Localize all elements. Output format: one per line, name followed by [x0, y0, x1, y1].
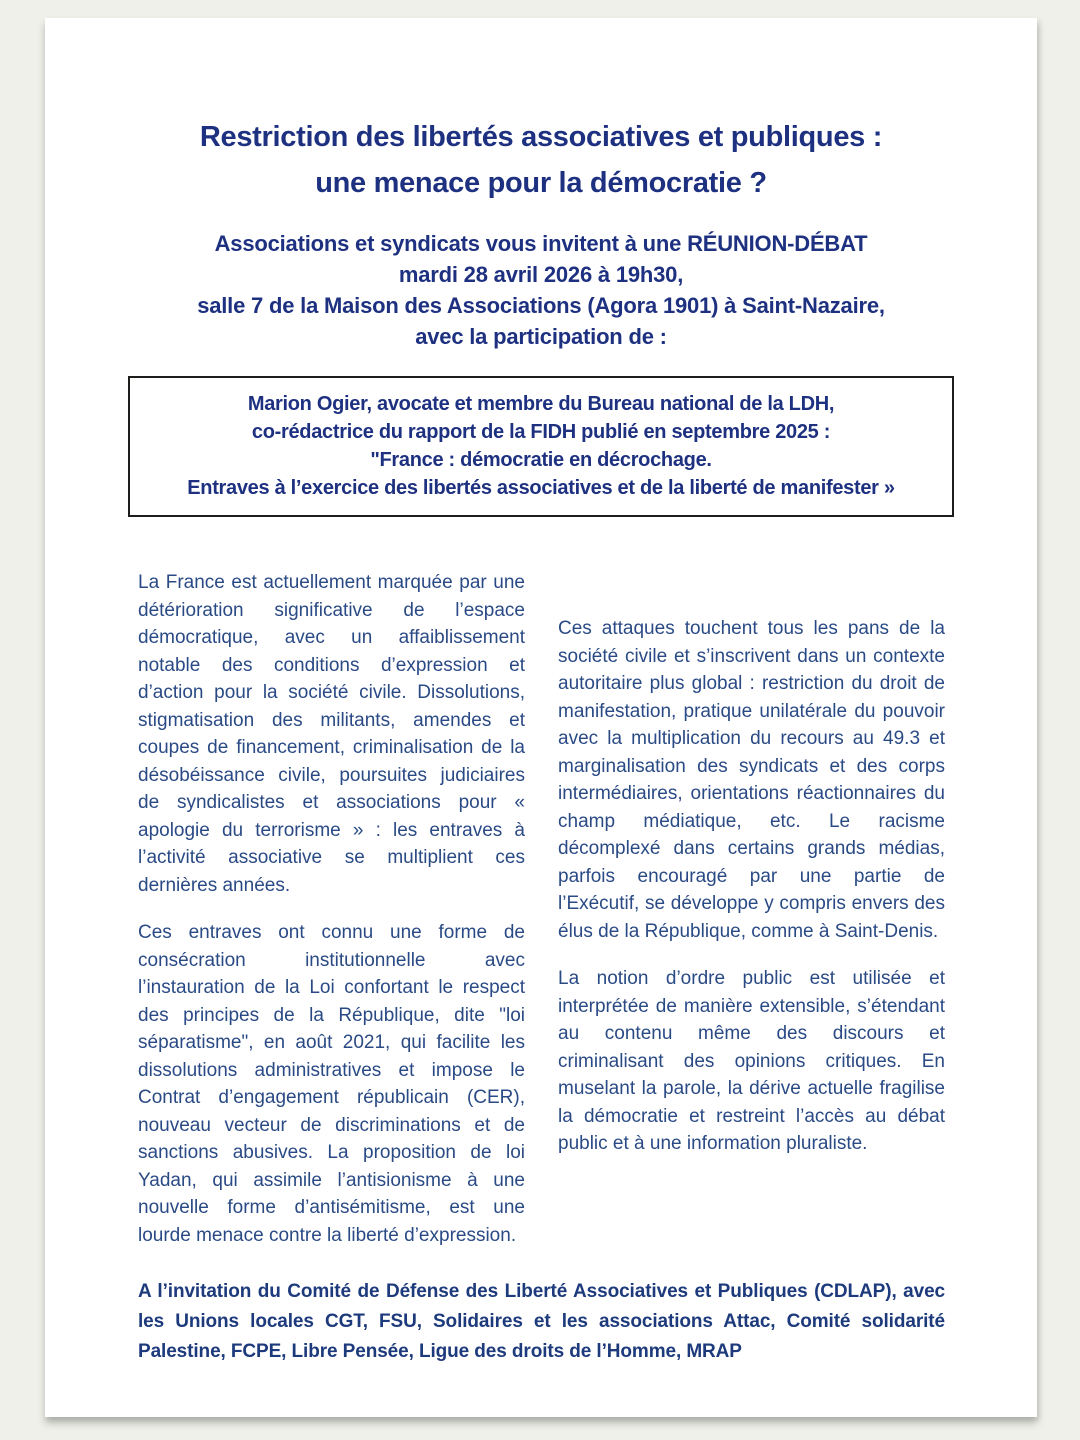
body-paragraph-right-2: La notion d’ordre public est utilisée et interprétée de manière extensible, s’étendant au contenu même des discours et criminalisant des opinions critiques. En muselant la parole, la dérive actuelle fragilise la démocratie et restreint l’accès au débat public et à une information pluraliste. [558, 968, 945, 1154]
body-paragraph-right-1: Ces attaques touchent tous les pans de la société civile et s’inscrivent dans un contexte autoritaire plus global : restriction du droit de manifestation, pratique unilatérale du pouvoir avec la multiplication du recours au 49.3 et marginalisation des syndicats et des corps intermédiaires, orientations réactionnaires du champ médiatique, etc. Le racisme décomplexé dans certains grands médias, parfois encouragé par une partie de l’Exécutif, se développe y compris envers des élus de la République, comme à Saint-Denis. [558, 618, 945, 942]
speaker-box-line-2: co-rédactrice du rapport de la FIDH publié en septembre 2025 : [251, 421, 831, 443]
invitation-line-2: mardi 28 avril 2026 à 19h30, [398, 262, 684, 287]
body-paragraph-left-1: La France est actuellement marquée par une détérioration significative de l’espace démocratique, avec un affaiblissement notable des conditions d’expression et d’action pour la société civile. Dissolutions, stigmatisation des militants, amendes et coupes de financement, criminalisation de la désobéissance civile, poursuites judiciaires de syndicalistes et associations pour « apologie du terrorisme » : les entraves à l’activité associative se multiplient ces dernières années. [138, 572, 525, 896]
invitation-block [75, 228, 1007, 352]
left-column [138, 569, 525, 1249]
speaker-box-line-1: Marion Ogier, avocate et membre du Bureau national de la LDH, [247, 393, 835, 415]
invitation-line-3: salle 7 de la Maison des Associations (Agora 1901) à Saint-Nazaire, [197, 293, 885, 318]
speaker-box-line-3: "France : démocratie en décrochage. [370, 449, 712, 471]
body-paragraph-left-2: Ces entraves ont connu une forme de consécration institutionnelle avec l’instauration de la Loi confortant le respect des principes de la République, dite "loi séparatisme", en août 2021, qui facilite les dissolutions administratives et impose le Contrat d’engagement républicain (CER), nouveau vecteur de discriminations et de sanctions abusives. La proposition de loi Yadan, qui assimile l’antisionisme à une nouvelle forme d’antisémitisme, est une lourde menace contre la liberté d’expression. [138, 922, 525, 1246]
speaker-box [128, 376, 954, 517]
document-page [45, 18, 1037, 1417]
invitation-line-1: Associations et syndicats vous invitent à une RÉUNION-DÉBAT [214, 231, 868, 256]
event-title [85, 114, 997, 206]
organizers-footer: A l’invitation du Comité de Défense des Liberté Associatives et Publiques (CDLAP), avec les Unions locales CGT, FSU, Solidaires et les associations Attac, Comité solidarité Palestine, FCPE, Libre Pensée, Ligue des droits de l’Homme, MRAP [138, 1281, 945, 1362]
invitation-line-4: avec la participation de : [415, 324, 667, 349]
speaker-box-line-4: Entraves à l’exercice des libertés associatives et de la liberté de manifester » [187, 477, 895, 499]
event-title-line-1: Restriction des libertés associatives et publiques : [199, 121, 883, 153]
body-columns [138, 569, 945, 1249]
event-title-line-2: une menace pour la démocratie ? [315, 167, 767, 199]
right-column [558, 569, 945, 1249]
